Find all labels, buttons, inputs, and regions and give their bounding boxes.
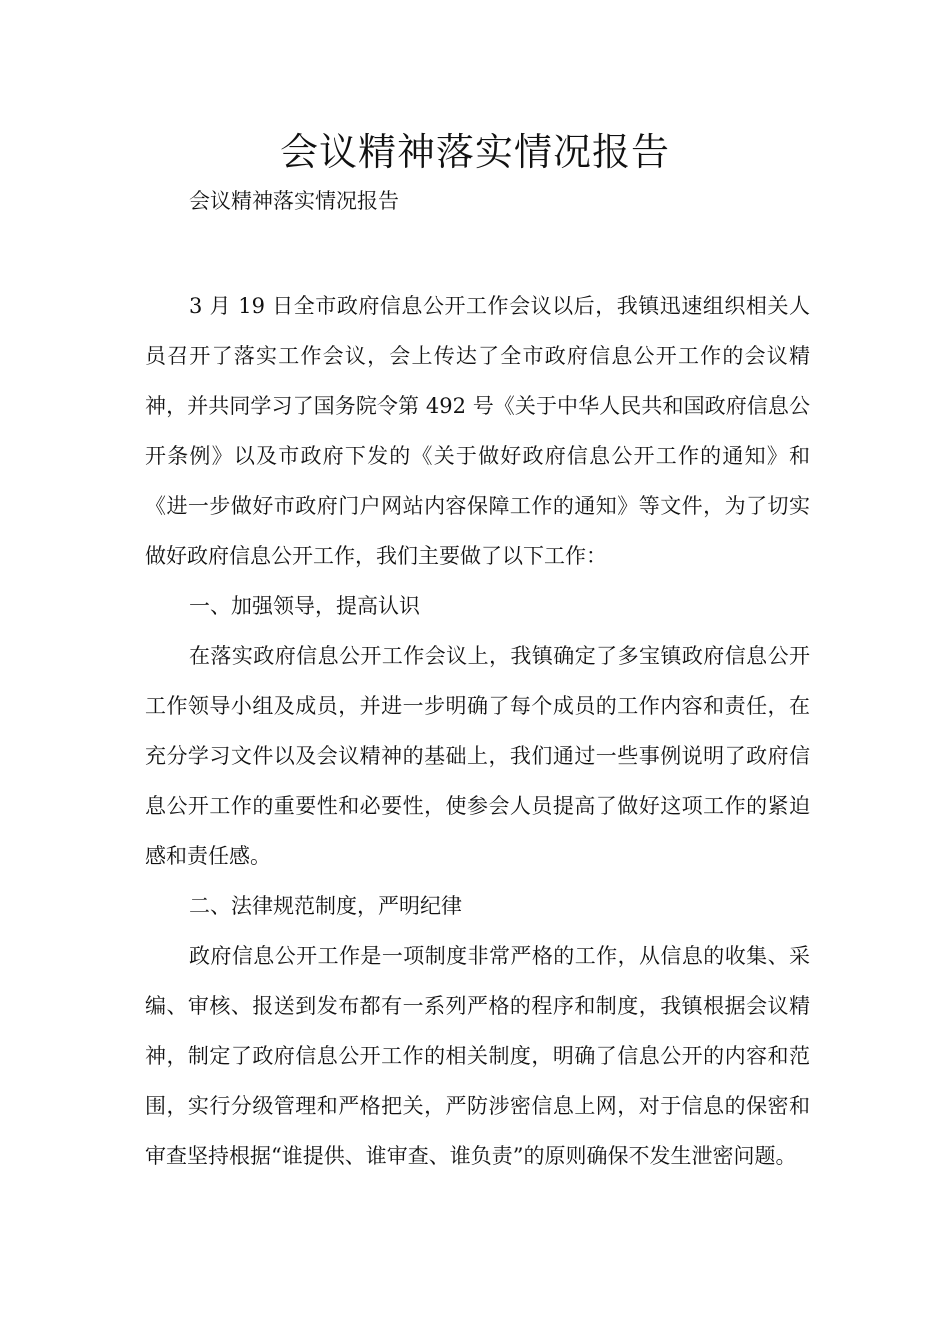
section-heading-1: 一、加强领导，提高认识 xyxy=(189,594,420,618)
paragraph-section-2: 政府信息公开工作是一项制度非常严格的工作，从信息的收集、采编、审核、报送到发布都有一系列严格的程序和制度，我镇根据会议精神，制定了政府信息公开工作的相关制度，明确了信息公开的内容和范围，实行分级管理和严格把关，严防涉密信息上网，对于信息的保密和审查坚持根据“谁提供、谁审查、谁负责”的原则确保不发生泄密问题。 xyxy=(145,944,810,1168)
document-title: 会议精神落实情况报告 xyxy=(279,130,670,174)
paragraph-intro: 3 月 19 日全市政府信息公开工作会议以后，我镇迅速组织相关人员召开了落实工作会议，会上传达了全市政府信息公开工作的会议精神，并共同学习了国务院令第 492 号《关于中华人民共和国政府信息公开条例》以及市政府下发的《关于做好政府信息公开工作的通知》和《进一步做好市政府门户网站内容保障工作的通知》等文件，为了切实做好政府信息公开工作，我们主要做了以下工作： xyxy=(145,294,810,568)
paragraph-section-1: 在落实政府信息公开工作会议上，我镇确定了多宝镇政府信息公开工作领导小组及成员，并进一步明确了每个成员的工作内容和责任，在充分学习文件以及会议精神的基础上，我们通过一些事例说明了政府信息公开工作的重要性和必要性，使参会人员提高了做好这项工作的紧迫感和责任感。 xyxy=(145,644,810,868)
section-heading-2: 二、法律规范制度，严明纪律 xyxy=(189,894,462,918)
document-body xyxy=(145,281,810,1181)
document-subtitle: 会议精神落实情况报告 xyxy=(189,189,399,213)
